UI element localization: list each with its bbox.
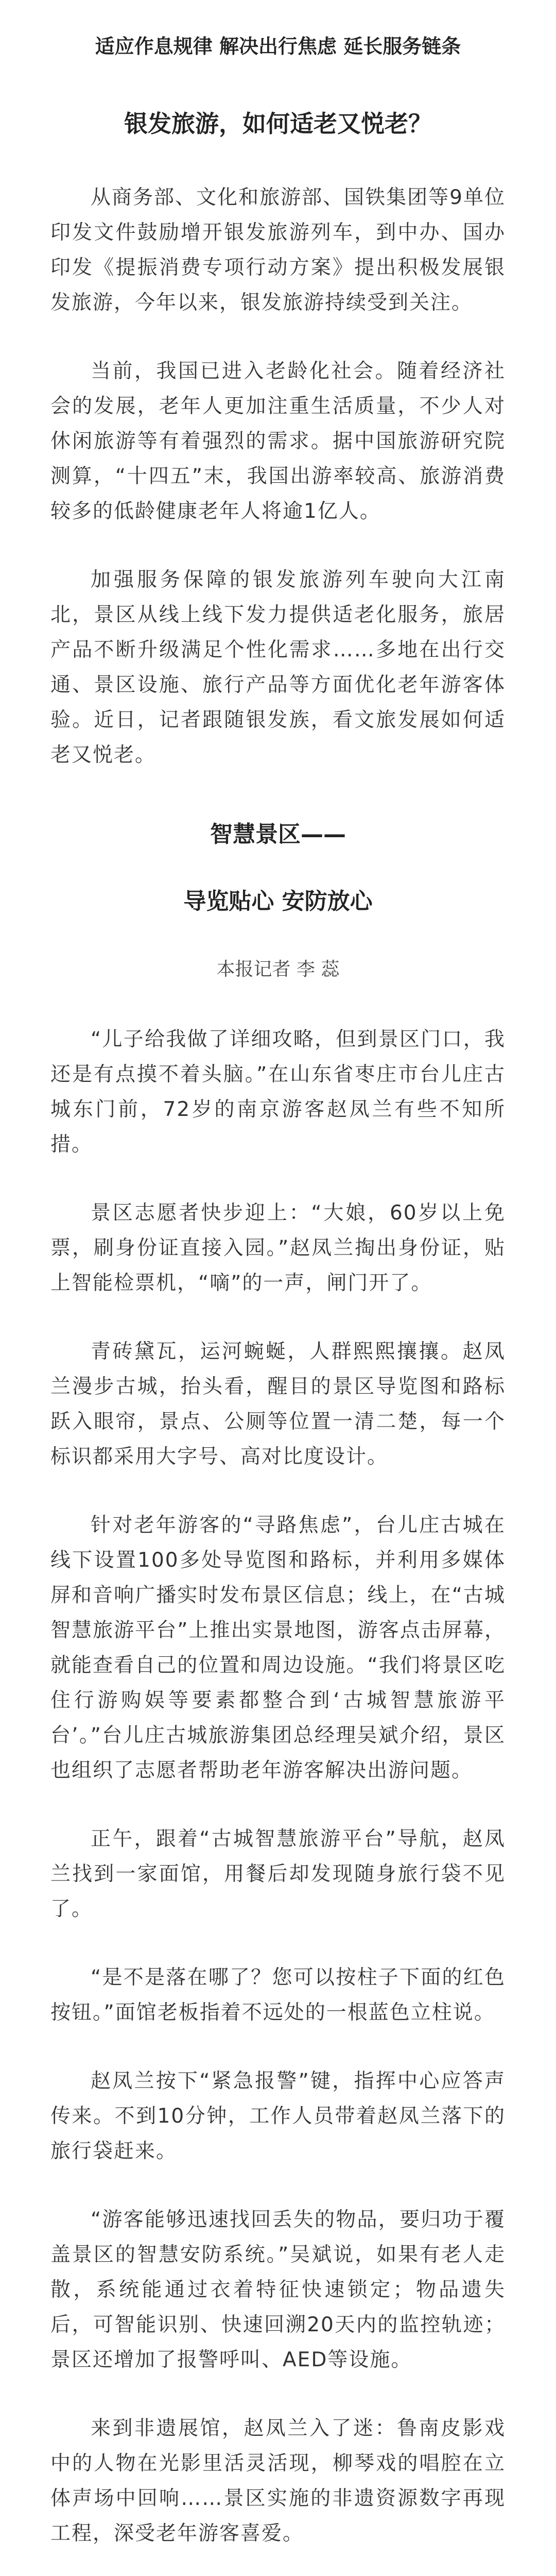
intro-paragraph: 加强服务保障的银发旅游列车驶向大江南北，景区从线上线下发力提供适老化服务，旅居产品不断升级满足个性化需求……多地在出行交通、景区设施、旅行产品等方面优化老年游客体验。近日，记者跟随银发族，看文旅发展如何适老又悦老。: [50, 568, 506, 767]
section-title: 导览贴心 安防放心: [183, 888, 373, 914]
body-paragraph: “游客能够迅速找回丢失的物品，要归功于覆盖景区的智慧安防系统。”吴斌说，如果有老人走散，系统能通过衣着特征快速锁定；物品遗失后，可智能识别、快速回溯20天内的监控轨迹；景区还增加了报警呼叫、AED等设施。: [50, 2208, 506, 2371]
article-title: 银发旅游，如何适老又悦老？: [124, 110, 432, 138]
article-headline: 适应作息规律 解决出行焦虑 延长服务链条: [95, 35, 461, 58]
body-paragraph: 青砖黛瓦，运河蜿蜒，人群熙熙攘攘。赵凤兰漫步古城，抬头看，醒目的景区导览图和路标跃入眼帘，景点、公厕等位置一清二楚，每一个标识都采用大字号、高对比度设计。: [50, 1340, 506, 1468]
body-paragraph: 正午，跟着“古城智慧旅游平台”导航，赵凤兰找到一家面馆，用餐后却发现随身旅行袋不见了。: [50, 1827, 506, 1921]
body-paragraph: “是不是落在哪了？您可以按柱子下面的红色按钮。”面馆老板指着不远处的一根蓝色立柱说。: [50, 1966, 506, 2024]
body-paragraph: 赵凤兰按下“紧急报警”键，指挥中心应答声传来。不到10分钟，工作人员带着赵凤兰落下的旅行袋赶来。: [50, 2070, 506, 2163]
byline: 本报记者 李 蕊: [216, 959, 340, 980]
intro-paragraph: 从商务部、文化和旅游部、国铁集团等9单位印发文件鼓励增开银发旅游列车，到中办、国办印发《提振消费专项行动方案》提出积极发展银发旅游，今年以来，银发旅游持续受到关注。: [50, 186, 506, 314]
section-header: 智慧景区——: [210, 821, 346, 848]
body-paragraph: 针对老年游客的“寻路焦虑”，台儿庄古城在线下设置100多处导览图和路标，并利用多媒体屏和音响广播实时发布景区信息；线上，在“古城智慧旅游平台”上推出实景地图，游客点击屏幕，就能查看自己的位置和周边设施。“我们将景区吃住行游购娱等要素都整合到‘古城智慧旅游平台’。”台儿庄古城旅游集团总经理吴斌介绍，景区也组织了志愿者帮助老年游客解决出游问题。: [50, 1514, 506, 1782]
body-paragraph: 景区志愿者快步迎上：“大娘，60岁以上免票，刷身份证直接入园。”赵凤兰掏出身份证，贴上智能检票机，“嘀”的一声，闸门开了。: [50, 1201, 506, 1295]
body-paragraph: “儿子给我做了详细攻略，但到景区门口，我还是有点摸不着头脑。”在山东省枣庄市台儿庄古城东门前，72岁的南京游客赵凤兰有些不知所措。: [50, 1028, 506, 1156]
body-paragraph: 来到非遗展馆，赵凤兰入了迷：鲁南皮影戏中的人物在光影里活灵活现，柳琴戏的唱腔在立体声场中回响……景区实施的非遗资源数字再现工程，深受老年游客喜爱。: [50, 2417, 506, 2545]
intro-paragraph: 当前，我国已进入老龄化社会。随着经济社会的发展，老年人更加注重生活质量，不少人对休闲旅游等有着强烈的需求。据中国旅游研究院测算，“十四五”末，我国出游率较高、旅游消费较多的低龄健康老年人将逾1亿人。: [50, 360, 506, 523]
